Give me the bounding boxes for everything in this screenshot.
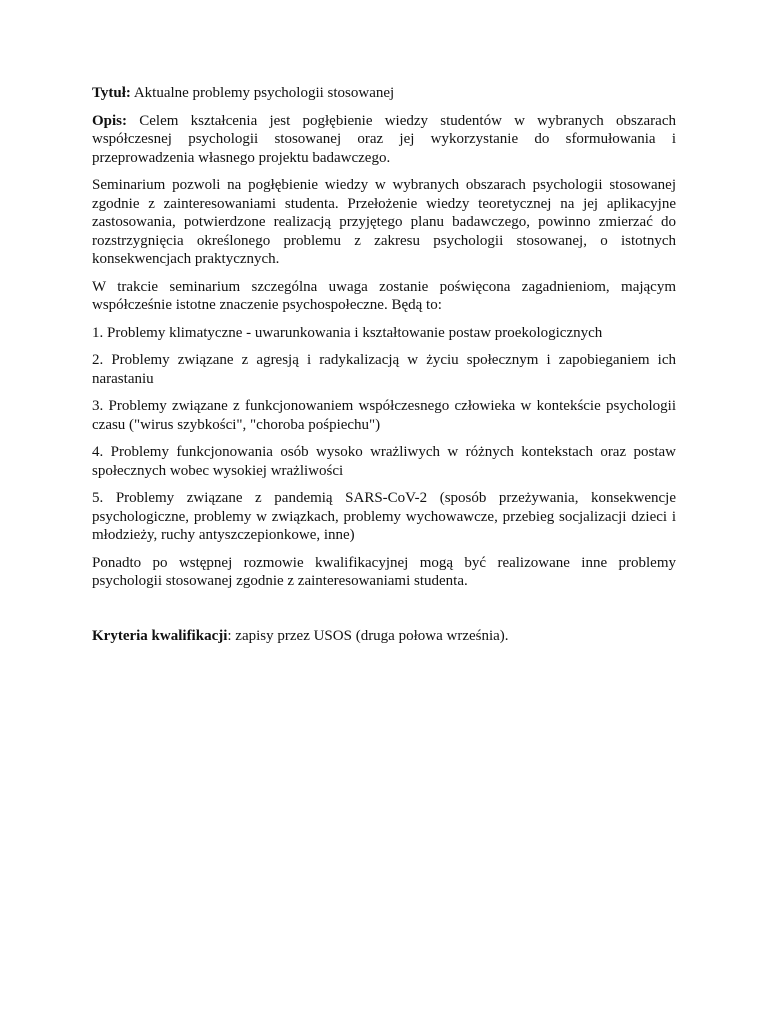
title-line [92,84,676,103]
paragraph-spacer [92,600,676,627]
other-problems-paragraph: Ponadto po wstępnej rozmowie kwalifikacyjnej mogą być realizowane inne problemy psychologii stosowanej zgodnie z zainteresowaniami studenta. [92,554,676,589]
description-value: Celem kształcenia jest pogłębienie wiedzy studentów w wybranych obszarach współczesnej psychologii stosowanej oraz jej wykorzystanie do sformułowania i przeprowadzenia własnego projektu badawczego. [92,112,676,166]
criteria-line [92,627,676,646]
topic-item-2: 2. Problemy związane z agresją i radykalizacją w życiu społecznym i zapobieganiem ich narastaniu [92,352,676,387]
description-paragraph [92,112,676,168]
seminar-paragraph: Seminarium pozwoli na pogłębienie wiedzy w wybranych obszarach psychologii stosowanej zgodnie z zainteresowaniami studenta. Przełożenie wiedzy teoretycznej na jej aplikacyjne zastosowania, potwierdzone realizacją przyjętego planu badawczego, powinno zmierzać do rozstrzygnięcia określonego problemu z zakresu psychologii stosowanej, o istotnych konsekwencjach praktycznych. [92,177,676,267]
topic-item-4: 4. Problemy funkcjonowania osób wysoko wrażliwych w różnych kontekstach oraz postaw społecznych wobec wysokiej wrażliwości [92,444,676,479]
topic-item-1: 1. Problemy klimatyczne - uwarunkowania i kształtowanie postaw proekologicznych [92,324,603,341]
description-label: Opis: [92,112,128,129]
topic-item-5: 5. Problemy związane z pandemią SARS-CoV-2 (sposób przeżywania, konsekwencje psychologiczne, problemy w związkach, problemy wychowawcze, przebieg socjalizacji dzieci i młodzieży, ruchy antyszczepionkowe, inne) [92,490,676,543]
topic-item-3: 3. Problemy związane z funkcjonowaniem współczesnego człowieka w kontekście psychologii czasu ("wirus szybkości", "choroba pośpiechu") [92,398,676,433]
focus-paragraph: W trakcie seminarium szczególna uwaga zostanie poświęcona zagadnieniom, mającym współcześnie istotne znaczenie psychospołeczne. Będą to: [92,278,676,313]
criteria-label: Kryteria kwalifikacji [92,627,228,644]
criteria-value: : zapisy przez USOS (druga połowa września). [227,627,509,644]
document-page [92,84,676,654]
title-value: Aktualne problemy psychologii stosowanej [130,85,395,101]
title-label: Tytuł: [92,85,131,101]
